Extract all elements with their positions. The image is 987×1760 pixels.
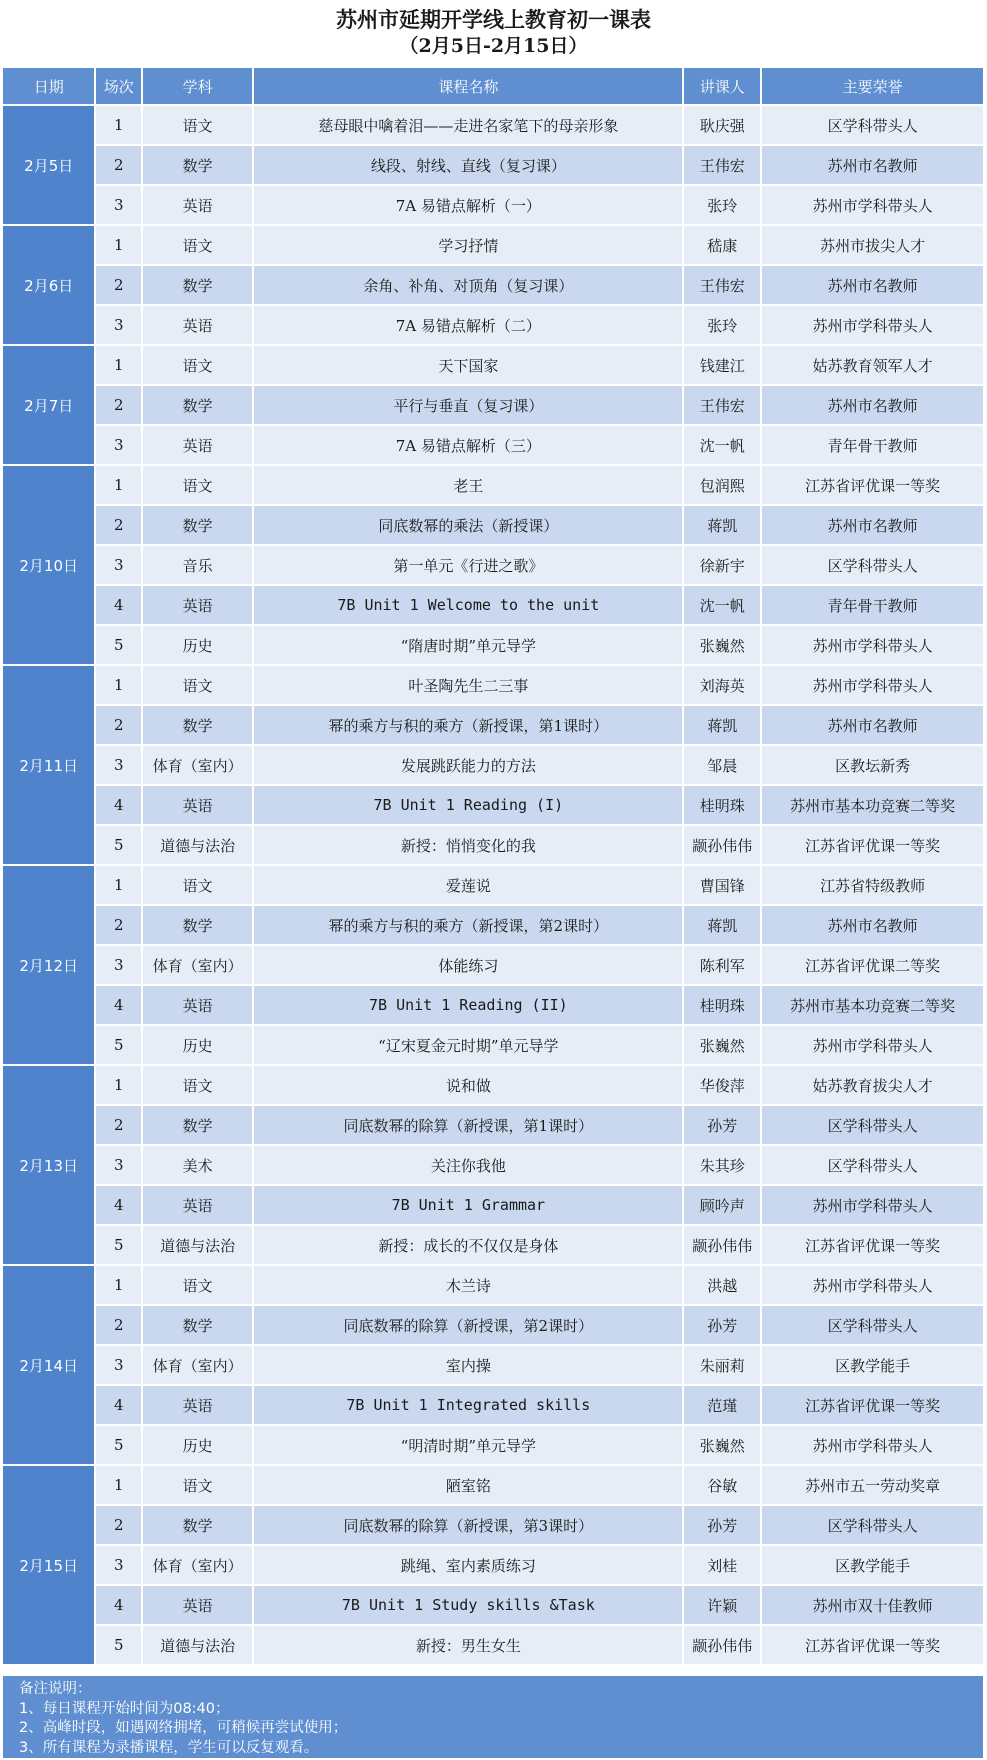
course-cell: 7A 易错点解析（三） — [254, 426, 682, 464]
session-number-cell: 1 — [96, 866, 141, 904]
table-row — [3, 266, 983, 304]
course-cell: 7A 易错点解析（二） — [254, 306, 682, 344]
course-cell: 7B Unit 1 Study skills &Task — [254, 1586, 682, 1624]
schedule-body — [3, 106, 983, 1664]
table-row — [3, 586, 983, 624]
date-cell: 2月11日 — [3, 666, 94, 864]
course-cell: 平行与垂直（复习课） — [254, 386, 682, 424]
honor-cell: 青年骨干教师 — [762, 586, 983, 624]
teacher-cell: 颛孙伟伟 — [684, 1626, 760, 1664]
date-cell: 2月14日 — [3, 1266, 94, 1464]
table-row — [3, 1186, 983, 1224]
date-cell: 2月15日 — [3, 1466, 94, 1664]
table-row — [3, 546, 983, 584]
session-number-cell: 2 — [96, 1506, 141, 1544]
teacher-cell: 孙芳 — [684, 1106, 760, 1144]
session-number-cell: 5 — [96, 826, 141, 864]
subject-cell: 数学 — [143, 386, 252, 424]
honor-cell: 姑苏教育领军人才 — [762, 346, 983, 384]
teacher-cell: 蒋凯 — [684, 506, 760, 544]
course-cell: 陋室铭 — [254, 1466, 682, 1504]
honor-cell: 苏州市学科带头人 — [762, 666, 983, 704]
honor-cell: 江苏省评优课一等奖 — [762, 1626, 983, 1664]
subject-cell: 历史 — [143, 1426, 252, 1464]
teacher-cell: 洪越 — [684, 1266, 760, 1304]
teacher-cell: 许颖 — [684, 1586, 760, 1624]
teacher-cell: 王伟宏 — [684, 386, 760, 424]
course-cell: 新授：悄悄变化的我 — [254, 826, 682, 864]
table-row — [3, 1106, 983, 1144]
header-honor: 主要荣誉 — [762, 68, 983, 104]
session-number-cell: 2 — [96, 1306, 141, 1344]
honor-cell: 区学科带头人 — [762, 1506, 983, 1544]
teacher-cell: 桂明珠 — [684, 786, 760, 824]
table-row — [3, 1026, 983, 1064]
page-title: 苏州市延期开学线上教育初一课表 — [336, 7, 651, 32]
course-cell: 爱莲说 — [254, 866, 682, 904]
table-row — [3, 186, 983, 224]
session-number-cell: 3 — [96, 426, 141, 464]
course-cell: 幂的乘方与积的乘方（新授课，第1课时） — [254, 706, 682, 744]
course-cell: 7A 易错点解析（一） — [254, 186, 682, 224]
course-cell: 余角、补角、对顶角（复习课） — [254, 266, 682, 304]
table-row — [3, 906, 983, 944]
table-row — [3, 1586, 983, 1624]
subject-cell: 数学 — [143, 1106, 252, 1144]
course-cell: 同底数幂的除算（新授课，第2课时） — [254, 1306, 682, 1344]
subject-cell: 体育（室内） — [143, 1546, 252, 1584]
honor-cell: 区教学能手 — [762, 1546, 983, 1584]
teacher-cell: 嵇康 — [684, 226, 760, 264]
session-number-cell: 1 — [96, 226, 141, 264]
subject-cell: 道德与法治 — [143, 1226, 252, 1264]
session-number-cell: 2 — [96, 506, 141, 544]
session-number-cell: 2 — [96, 386, 141, 424]
honor-cell: 苏州市学科带头人 — [762, 1026, 983, 1064]
session-number-cell: 3 — [96, 1546, 141, 1584]
course-cell: 同底数幂的乘法（新授课） — [254, 506, 682, 544]
teacher-cell: 张巍然 — [684, 626, 760, 664]
course-cell: 体能练习 — [254, 946, 682, 984]
subject-cell: 数学 — [143, 1506, 252, 1544]
course-cell: 新授：成长的不仅仅是身体 — [254, 1226, 682, 1264]
course-cell: 幂的乘方与积的乘方（新授课，第2课时） — [254, 906, 682, 944]
teacher-cell: 张玲 — [684, 306, 760, 344]
table-row — [3, 306, 983, 344]
session-number-cell: 4 — [96, 586, 141, 624]
honor-cell: 江苏省特级教师 — [762, 866, 983, 904]
course-cell: 线段、射线、直线（复习课） — [254, 146, 682, 184]
subject-cell: 历史 — [143, 1026, 252, 1064]
notes-box — [3, 1676, 983, 1758]
teacher-cell: 蒋凯 — [684, 906, 760, 944]
teacher-cell: 刘桂 — [684, 1546, 760, 1584]
table-row — [3, 226, 983, 264]
table-row — [3, 106, 983, 144]
header-row — [3, 68, 983, 104]
honor-cell: 区学科带头人 — [762, 1306, 983, 1344]
honor-cell: 苏州市名教师 — [762, 706, 983, 744]
table-row — [3, 1066, 983, 1104]
table-row — [3, 506, 983, 544]
honor-cell: 苏州市名教师 — [762, 146, 983, 184]
date-cell: 2月6日 — [3, 226, 94, 344]
subject-cell: 体育（室内） — [143, 746, 252, 784]
honor-cell: 区学科带头人 — [762, 546, 983, 584]
teacher-cell: 邹晨 — [684, 746, 760, 784]
session-number-cell: 1 — [96, 346, 141, 384]
course-cell: 新授：男生女生 — [254, 1626, 682, 1664]
table-row — [3, 1226, 983, 1264]
table-row — [3, 1146, 983, 1184]
subject-cell: 数学 — [143, 906, 252, 944]
date-cell: 2月7日 — [3, 346, 94, 464]
header — [0, 0, 987, 66]
teacher-cell: 范瑾 — [684, 1386, 760, 1424]
session-number-cell: 2 — [96, 146, 141, 184]
subject-cell: 语文 — [143, 226, 252, 264]
honor-cell: 区教学能手 — [762, 1346, 983, 1384]
session-number-cell: 4 — [96, 1386, 141, 1424]
honor-cell: 苏州市基本功竞赛二等奖 — [762, 986, 983, 1024]
teacher-cell: 桂明珠 — [684, 986, 760, 1024]
subject-cell: 数学 — [143, 506, 252, 544]
session-number-cell: 1 — [96, 1466, 141, 1504]
teacher-cell: 顾吟声 — [684, 1186, 760, 1224]
subject-cell: 语文 — [143, 1266, 252, 1304]
table-row — [3, 426, 983, 464]
honor-cell: 苏州市学科带头人 — [762, 1266, 983, 1304]
session-number-cell: 1 — [96, 1266, 141, 1304]
notes-heading: 备注说明： — [19, 1681, 92, 1697]
subject-cell: 语文 — [143, 106, 252, 144]
subject-cell: 道德与法治 — [143, 1626, 252, 1664]
notes-item: 2、高峰时段，如遇网络拥堵，可稍候再尝试使用； — [19, 1720, 348, 1736]
honor-cell: 江苏省评优课一等奖 — [762, 1226, 983, 1264]
subject-cell: 英语 — [143, 1186, 252, 1224]
session-number-cell: 1 — [96, 466, 141, 504]
subject-cell: 语文 — [143, 1466, 252, 1504]
honor-cell: 苏州市五一劳动奖章 — [762, 1466, 983, 1504]
teacher-cell: 朱其珍 — [684, 1146, 760, 1184]
honor-cell: 苏州市学科带头人 — [762, 1186, 983, 1224]
course-cell: 7B Unit 1 Reading (II) — [254, 986, 682, 1024]
table-row — [3, 1346, 983, 1384]
subject-cell: 英语 — [143, 786, 252, 824]
subject-cell: 英语 — [143, 426, 252, 464]
session-number-cell: 3 — [96, 306, 141, 344]
course-cell: 同底数幂的除算（新授课，第1课时） — [254, 1106, 682, 1144]
session-number-cell: 4 — [96, 1586, 141, 1624]
honor-cell: 江苏省评优课一等奖 — [762, 466, 983, 504]
teacher-cell: 朱丽莉 — [684, 1346, 760, 1384]
honor-cell: 区学科带头人 — [762, 1106, 983, 1144]
subject-cell: 英语 — [143, 186, 252, 224]
subject-cell: 语文 — [143, 466, 252, 504]
honor-cell: 江苏省评优课一等奖 — [762, 826, 983, 864]
teacher-cell: 陈利军 — [684, 946, 760, 984]
honor-cell: 江苏省评优课一等奖 — [762, 1386, 983, 1424]
teacher-cell: 颛孙伟伟 — [684, 1226, 760, 1264]
header-course: 课程名称 — [254, 68, 682, 104]
teacher-cell: 耿庆强 — [684, 106, 760, 144]
subject-cell: 语文 — [143, 1066, 252, 1104]
course-cell: 7B Unit 1 Grammar — [254, 1186, 682, 1224]
subject-cell: 英语 — [143, 586, 252, 624]
table-row — [3, 706, 983, 744]
teacher-cell: 包润熙 — [684, 466, 760, 504]
subject-cell: 音乐 — [143, 546, 252, 584]
session-number-cell: 1 — [96, 1066, 141, 1104]
table-row — [3, 1506, 983, 1544]
course-cell: 木兰诗 — [254, 1266, 682, 1304]
course-cell: “辽宋夏金元时期”单元导学 — [254, 1026, 682, 1064]
session-number-cell: 5 — [96, 626, 141, 664]
course-cell: 发展跳跃能力的方法 — [254, 746, 682, 784]
honor-cell: 苏州市拔尖人才 — [762, 226, 983, 264]
course-cell: 室内操 — [254, 1346, 682, 1384]
honor-cell: 江苏省评优课二等奖 — [762, 946, 983, 984]
course-cell: 同底数幂的除算（新授课，第3课时） — [254, 1506, 682, 1544]
subject-cell: 历史 — [143, 626, 252, 664]
session-number-cell: 1 — [96, 106, 141, 144]
session-number-cell: 4 — [96, 1186, 141, 1224]
subject-cell: 美术 — [143, 1146, 252, 1184]
teacher-cell: 华俊萍 — [684, 1066, 760, 1104]
session-number-cell: 3 — [96, 746, 141, 784]
session-number-cell: 5 — [96, 1426, 141, 1464]
session-number-cell: 1 — [96, 666, 141, 704]
teacher-cell: 沈一帆 — [684, 586, 760, 624]
course-cell: 7B Unit 1 Reading (I) — [254, 786, 682, 824]
course-cell: 学习抒情 — [254, 226, 682, 264]
honor-cell: 苏州市双十佳教师 — [762, 1586, 983, 1624]
teacher-cell: 蒋凯 — [684, 706, 760, 744]
table-row — [3, 386, 983, 424]
table-row — [3, 1386, 983, 1424]
teacher-cell: 曹国锋 — [684, 866, 760, 904]
session-number-cell: 4 — [96, 986, 141, 1024]
honor-cell: 区教坛新秀 — [762, 746, 983, 784]
honor-cell: 姑苏教育拔尖人才 — [762, 1066, 983, 1104]
table-row — [3, 826, 983, 864]
table-row — [3, 1426, 983, 1464]
session-number-cell: 3 — [96, 946, 141, 984]
session-number-cell: 3 — [96, 1146, 141, 1184]
session-number-cell: 2 — [96, 1106, 141, 1144]
course-cell: 关注你我他 — [254, 1146, 682, 1184]
session-number-cell: 2 — [96, 906, 141, 944]
subject-cell: 英语 — [143, 306, 252, 344]
honor-cell: 区学科带头人 — [762, 1146, 983, 1184]
header-subject: 学科 — [143, 68, 252, 104]
course-cell: 跳绳、室内素质练习 — [254, 1546, 682, 1584]
course-cell: 天下国家 — [254, 346, 682, 384]
teacher-cell: 孙芳 — [684, 1306, 760, 1344]
subject-cell: 体育（室内） — [143, 1346, 252, 1384]
table-row — [3, 466, 983, 504]
course-cell: 叶圣陶先生二三事 — [254, 666, 682, 704]
teacher-cell: 钱建江 — [684, 346, 760, 384]
honor-cell: 苏州市名教师 — [762, 386, 983, 424]
honor-cell: 苏州市学科带头人 — [762, 306, 983, 344]
teacher-cell: 谷敏 — [684, 1466, 760, 1504]
table-row — [3, 786, 983, 824]
subject-cell: 英语 — [143, 1586, 252, 1624]
session-number-cell: 3 — [96, 546, 141, 584]
table-row — [3, 986, 983, 1024]
table-row — [3, 866, 983, 904]
teacher-cell: 徐新宇 — [684, 546, 760, 584]
teacher-cell: 张巍然 — [684, 1026, 760, 1064]
table-row — [3, 746, 983, 784]
course-cell: 慈母眼中噙着泪——走进名家笔下的母亲形象 — [254, 106, 682, 144]
subject-cell: 数学 — [143, 706, 252, 744]
teacher-cell: 孙芳 — [684, 1506, 760, 1544]
subject-cell: 语文 — [143, 866, 252, 904]
session-number-cell: 4 — [96, 786, 141, 824]
teacher-cell: 王伟宏 — [684, 146, 760, 184]
subject-cell: 道德与法治 — [143, 826, 252, 864]
date-cell: 2月10日 — [3, 466, 94, 664]
notes-item: 3、所有课程为录播课程，学生可以反复观看。 — [19, 1739, 319, 1756]
session-number-cell: 5 — [96, 1626, 141, 1664]
teacher-cell: 刘海英 — [684, 666, 760, 704]
table-row — [3, 1306, 983, 1344]
honor-cell: 苏州市学科带头人 — [762, 186, 983, 224]
subject-cell: 数学 — [143, 266, 252, 304]
date-cell: 2月13日 — [3, 1066, 94, 1264]
subject-cell: 体育（室内） — [143, 946, 252, 984]
subject-cell: 英语 — [143, 1386, 252, 1424]
honor-cell: 苏州市名教师 — [762, 266, 983, 304]
header-date: 日期 — [3, 68, 94, 104]
subject-cell: 语文 — [143, 666, 252, 704]
course-cell: 第一单元《行进之歌》 — [254, 546, 682, 584]
teacher-cell: 张巍然 — [684, 1426, 760, 1464]
date-cell: 2月12日 — [3, 866, 94, 1064]
table-row — [3, 666, 983, 704]
date-cell: 2月5日 — [3, 106, 94, 224]
table-row — [3, 1466, 983, 1504]
table-row — [3, 1266, 983, 1304]
honor-cell: 青年骨干教师 — [762, 426, 983, 464]
subject-cell: 数学 — [143, 1306, 252, 1344]
course-cell: 老王 — [254, 466, 682, 504]
session-number-cell: 2 — [96, 706, 141, 744]
teacher-cell: 沈一帆 — [684, 426, 760, 464]
honor-cell: 苏州市名教师 — [762, 506, 983, 544]
course-cell: “明清时期”单元导学 — [254, 1426, 682, 1464]
table-row — [3, 1546, 983, 1584]
session-number-cell: 3 — [96, 1346, 141, 1384]
table-row — [3, 1626, 983, 1664]
course-cell: “隋唐时期”单元导学 — [254, 626, 682, 664]
course-cell: 说和做 — [254, 1066, 682, 1104]
honor-cell: 苏州市学科带头人 — [762, 626, 983, 664]
schedule-table — [1, 66, 985, 1666]
subject-cell: 语文 — [143, 346, 252, 384]
session-number-cell: 2 — [96, 266, 141, 304]
subject-cell: 英语 — [143, 986, 252, 1024]
table-row — [3, 626, 983, 664]
header-teacher: 讲课人 — [684, 68, 760, 104]
teacher-cell: 张玲 — [684, 186, 760, 224]
session-number-cell: 3 — [96, 186, 141, 224]
teacher-cell: 王伟宏 — [684, 266, 760, 304]
honor-cell: 区学科带头人 — [762, 106, 983, 144]
session-number-cell: 5 — [96, 1226, 141, 1264]
course-cell: 7B Unit 1 Welcome to the unit — [254, 586, 682, 624]
session-number-cell: 5 — [96, 1026, 141, 1064]
page-subtitle: （2月5日-2月15日） — [399, 35, 588, 57]
honor-cell: 苏州市基本功竞赛二等奖 — [762, 786, 983, 824]
honor-cell: 苏州市学科带头人 — [762, 1426, 983, 1464]
table-row — [3, 146, 983, 184]
notes-item: 1、每日课程开始时间为08:40； — [19, 1700, 230, 1717]
subject-cell: 数学 — [143, 146, 252, 184]
honor-cell: 苏州市名教师 — [762, 906, 983, 944]
table-row — [3, 346, 983, 384]
table-row — [3, 946, 983, 984]
course-cell: 7B Unit 1 Integrated skills — [254, 1386, 682, 1424]
teacher-cell: 颛孙伟伟 — [684, 826, 760, 864]
header-session: 场次 — [96, 68, 141, 104]
